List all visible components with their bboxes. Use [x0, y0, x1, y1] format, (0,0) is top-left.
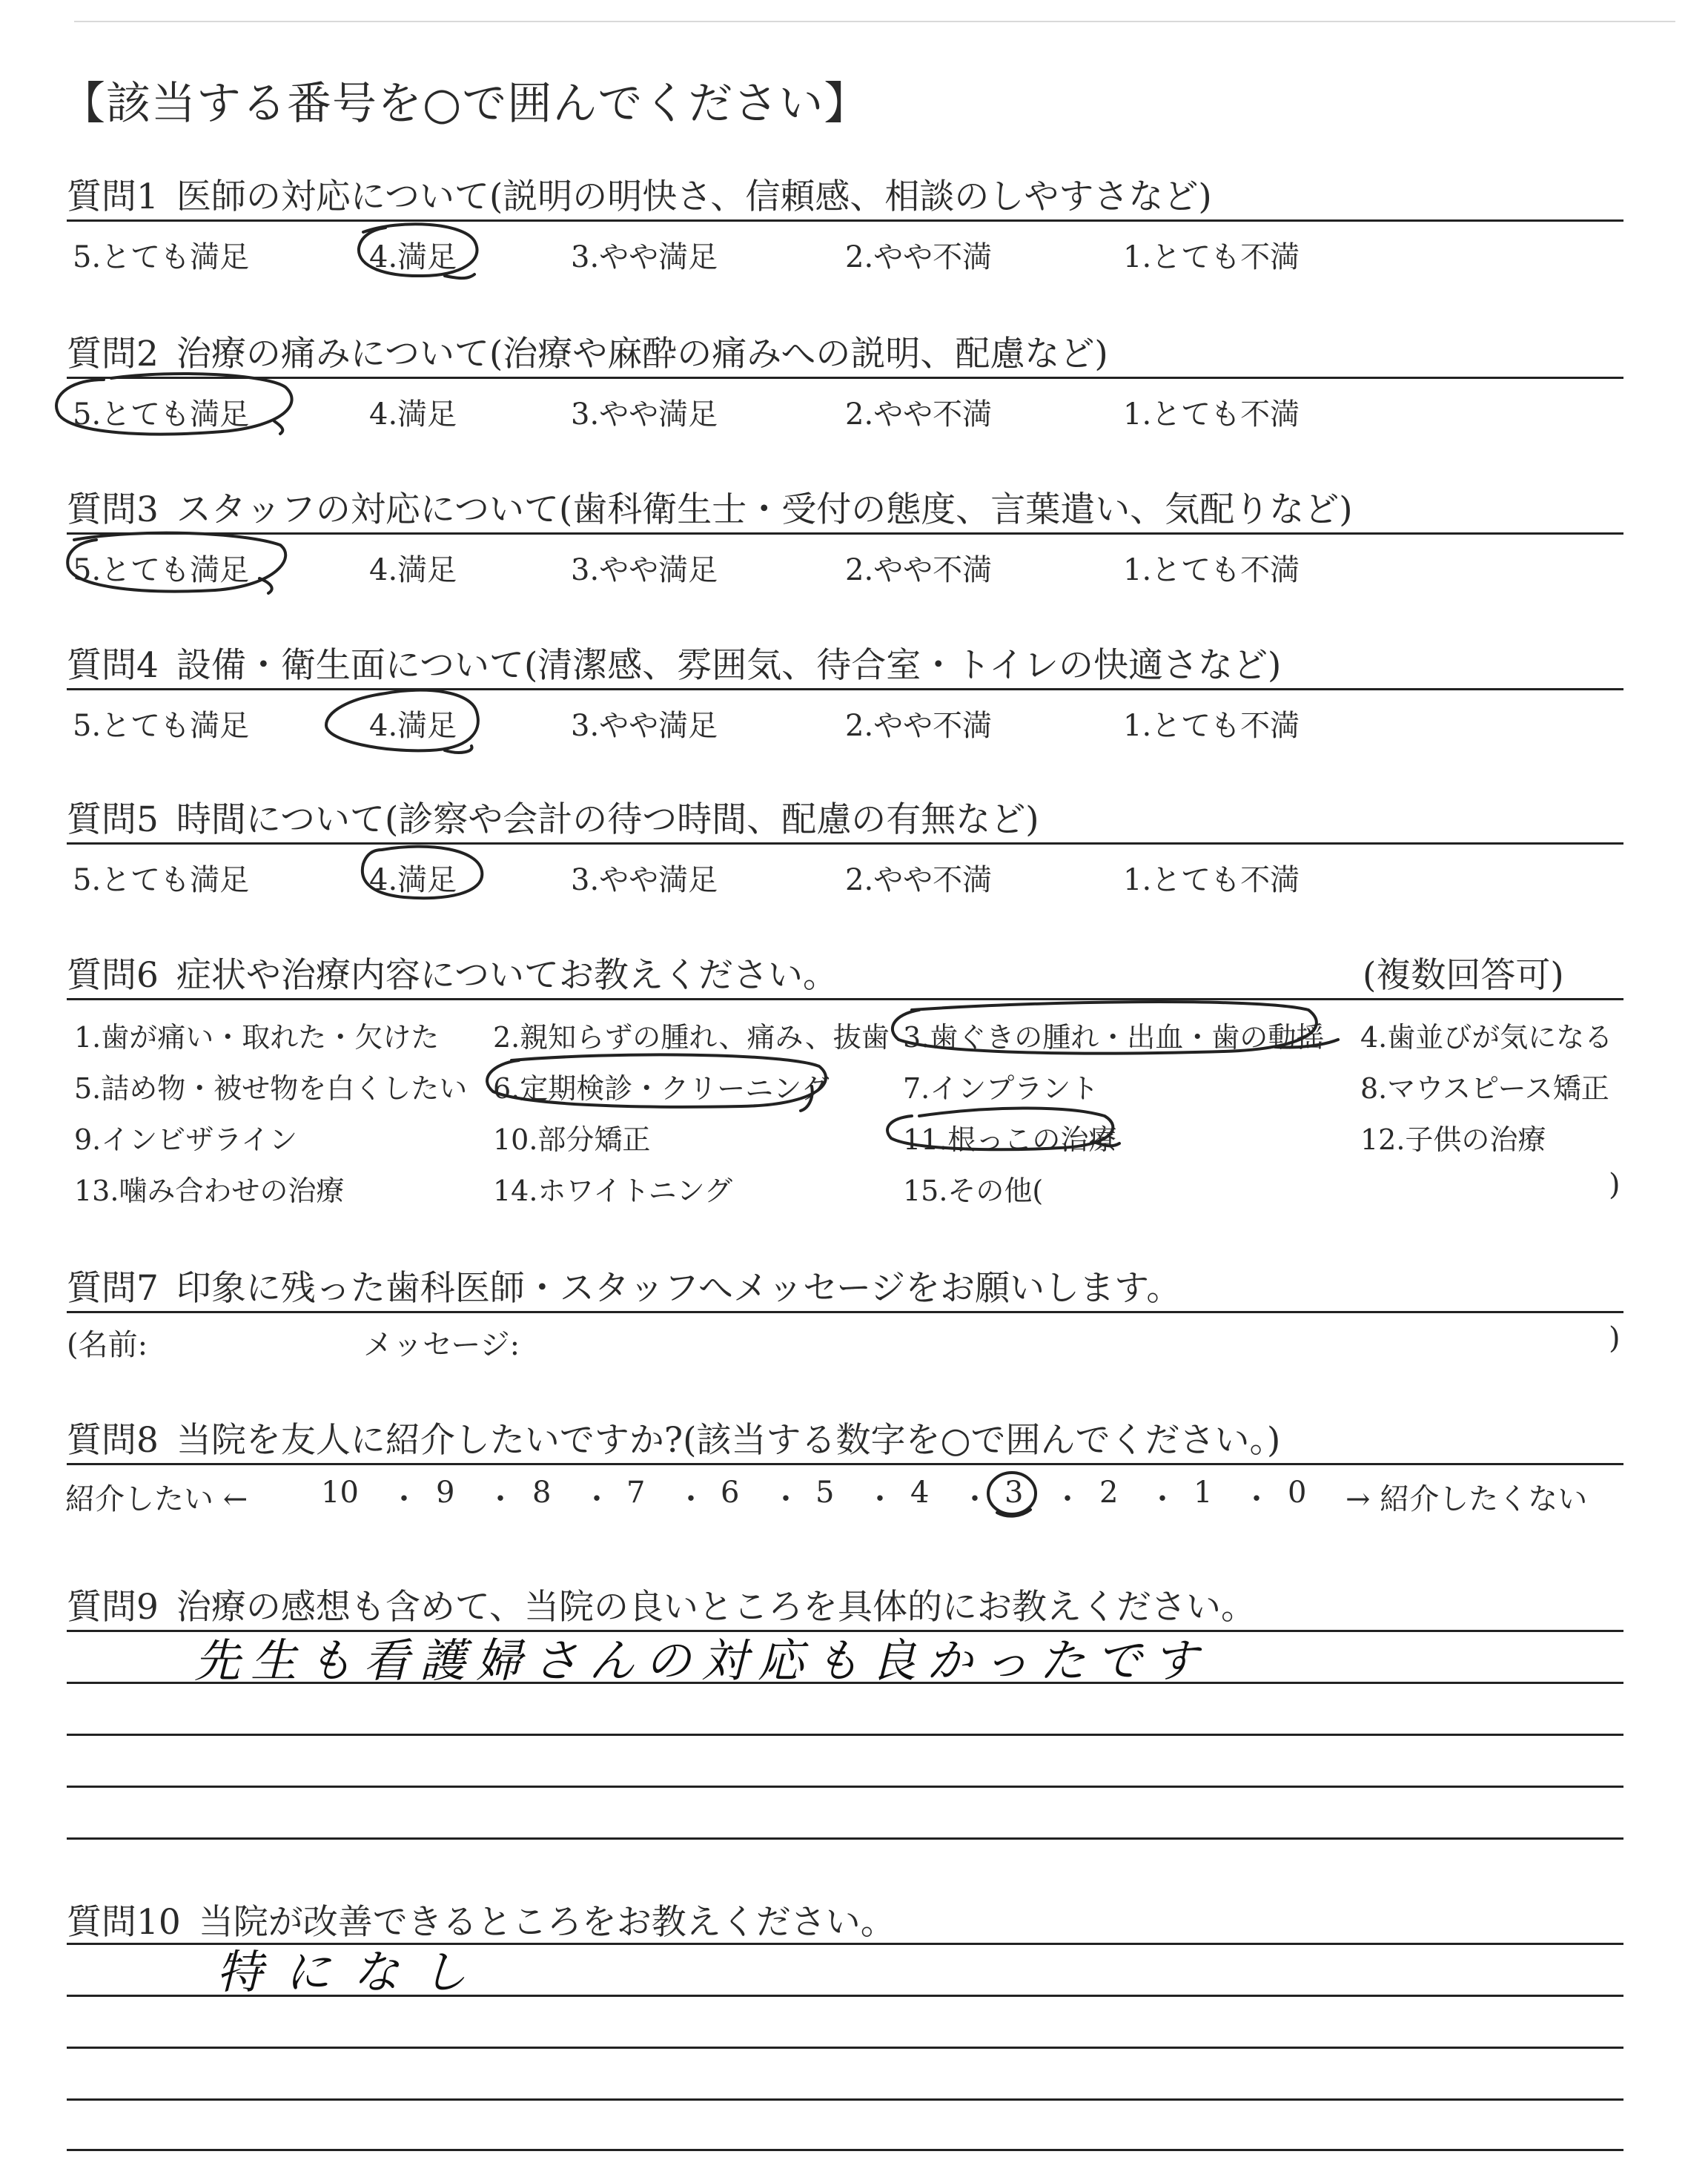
q2-option-1[interactable]: 1.とても不満	[1123, 397, 1300, 432]
question-text: 当院を友人に紹介したいですか?(該当する数字を○で囲んでください。)	[176, 1420, 1281, 1461]
question-number: 質問8	[67, 1420, 159, 1461]
recommend-score-6[interactable]: 6	[721, 1476, 740, 1510]
q6-option-3[interactable]: 3.歯ぐきの腫れ・出血・歯の動揺	[903, 1021, 1325, 1054]
question-text: 時間について(診察や会計の待つ時間、配慮の有無など)	[176, 799, 1039, 840]
q6-option-4[interactable]: 4.歯並びが気になる	[1360, 1021, 1613, 1054]
question-rule	[67, 219, 1623, 222]
question-text: 設備・衛生面について(清潔感、雰囲気、待合室・トイレの快適さなど)	[176, 645, 1282, 686]
scale-separator: ・	[389, 1482, 419, 1516]
question-text: スタッフの対応について(歯科衛生士・受付の態度、言葉遣い、気配りなど)	[176, 489, 1353, 530]
survey-header: 【該当する番号を○で囲んでください】	[61, 78, 870, 130]
question-rule	[67, 377, 1623, 379]
writing-line	[67, 1734, 1623, 1736]
recommend-right-label: → 紹介したくない	[1345, 1482, 1588, 1516]
recommend-score-4[interactable]: 4	[910, 1476, 930, 1510]
scale-separator: ・	[1148, 1482, 1177, 1516]
question-text: 当院が改善できるところをお教えください。	[198, 1902, 896, 1943]
writing-line	[67, 1786, 1623, 1788]
q3-option-4[interactable]: 4.満足	[369, 553, 457, 587]
question-rule	[67, 842, 1623, 845]
writing-line	[67, 2098, 1623, 2101]
q6-option-12[interactable]: 12.子供の治療	[1360, 1123, 1546, 1156]
question-6-title	[67, 948, 838, 997]
recommend-score-7[interactable]: 7	[626, 1476, 646, 1510]
q6-other-close-paren: )	[1609, 1168, 1621, 1202]
scale-separator: ・	[865, 1482, 895, 1516]
q3-option-2[interactable]: 2.やや不満	[845, 553, 993, 587]
q4-option-2[interactable]: 2.やや不満	[845, 709, 993, 743]
q3-option-3[interactable]: 3.やや満足	[571, 553, 718, 587]
q3-option-1[interactable]: 1.とても不満	[1123, 553, 1300, 587]
q5-option-1[interactable]: 1.とても不満	[1123, 863, 1300, 897]
recommend-score-0[interactable]: 0	[1288, 1476, 1307, 1510]
question-number: 質問4	[67, 645, 159, 686]
question-8-title	[67, 1413, 1280, 1462]
question-2-title	[67, 326, 1108, 376]
q5-option-4[interactable]: 4.満足	[369, 863, 457, 897]
writing-line	[67, 1837, 1623, 1840]
question-text: 治療の痛みについて(治療や麻酔の痛みへの説明、配慮など)	[176, 334, 1108, 374]
q6-option-7[interactable]: 7.インプラント	[903, 1072, 1099, 1105]
writing-line	[67, 2047, 1623, 2049]
question-number: 質問6	[67, 955, 159, 996]
scale-separator: ・	[1242, 1482, 1271, 1516]
writing-line	[67, 2149, 1623, 2151]
recommend-score-3[interactable]: 3	[1004, 1476, 1024, 1510]
q1-option-2[interactable]: 2.やや不満	[845, 240, 993, 274]
q6-option-9[interactable]: 9.インビザライン	[74, 1123, 298, 1156]
q9-handwritten-answer[interactable]: 先生も看護婦さんの対応も良かったです	[194, 1634, 1209, 1688]
q4-option-1[interactable]: 1.とても不満	[1123, 709, 1300, 743]
question-text: 治療の感想も含めて、当院の良いところを具体的にお教えください。	[176, 1587, 1256, 1628]
scale-separator: ・	[582, 1482, 612, 1516]
q6-option-1[interactable]: 1.歯が痛い・取れた・欠けた	[74, 1021, 440, 1054]
question-number: 質問2	[67, 334, 159, 374]
q10-handwritten-answer[interactable]: 特になし	[216, 1945, 490, 1999]
question-4-title	[67, 638, 1281, 687]
scale-separator: ・	[1053, 1482, 1082, 1516]
q6-option-10[interactable]: 10.部分矯正	[493, 1123, 651, 1156]
question-number: 質問7	[67, 1268, 159, 1309]
question-rule	[67, 1463, 1623, 1465]
question-number: 質問9	[67, 1587, 159, 1628]
top-divider	[74, 21, 1675, 22]
q5-option-3[interactable]: 3.やや満足	[571, 863, 718, 897]
recommend-score-5[interactable]: 5	[815, 1476, 835, 1510]
q2-option-2[interactable]: 2.やや不満	[845, 397, 993, 432]
recommend-left-label: 紹介したい ←	[65, 1482, 248, 1516]
q1-option-4[interactable]: 4.満足	[369, 240, 457, 274]
q6-option-5[interactable]: 5.詰め物・被せ物を白くしたい	[74, 1072, 468, 1105]
scale-separator: ・	[676, 1482, 706, 1516]
q6-option-15[interactable]: 15.その他(	[903, 1175, 1044, 1207]
question-text: 印象に残った歯科医師・スタッフへメッセージをお願いします。	[176, 1268, 1182, 1309]
q1-option-5[interactable]: 5.とても満足	[73, 240, 250, 274]
q2-option-3[interactable]: 3.やや満足	[571, 397, 718, 432]
scale-separator: ・	[486, 1482, 515, 1516]
question-rule	[67, 998, 1623, 1000]
question-1-title	[67, 169, 1212, 219]
q3-option-5[interactable]: 5.とても満足	[73, 553, 250, 587]
recommend-score-1[interactable]: 1	[1194, 1476, 1213, 1510]
name-label: (名前:	[67, 1328, 148, 1362]
recommend-score-8[interactable]: 8	[532, 1476, 552, 1510]
recommend-score-10[interactable]: 10	[321, 1476, 359, 1510]
q6-option-8[interactable]: 8.マウスピース矯正	[1360, 1072, 1609, 1105]
q4-option-4[interactable]: 4.満足	[369, 709, 457, 743]
q5-option-5[interactable]: 5.とても満足	[73, 863, 250, 897]
q6-option-6[interactable]: 6.定期検診・クリーニング	[493, 1072, 830, 1105]
q1-option-3[interactable]: 3.やや満足	[571, 240, 718, 274]
q6-option-14[interactable]: 14.ホワイトニング	[493, 1175, 733, 1207]
q6-option-13[interactable]: 13.噛み合わせの治療	[74, 1175, 345, 1207]
q4-option-5[interactable]: 5.とても満足	[73, 709, 250, 743]
message-label: メッセージ:	[363, 1328, 520, 1362]
question-9-title	[67, 1579, 1256, 1629]
question-text: 症状や治療内容についてお教えください。	[176, 955, 838, 996]
q5-option-2[interactable]: 2.やや不満	[845, 863, 993, 897]
recommend-score-9[interactable]: 9	[436, 1476, 455, 1510]
question-5-title	[67, 792, 1039, 842]
q8-score-3-circle-tail	[997, 1510, 1030, 1516]
question-text: 医師の対応について(説明の明快さ、信頼感、相談のしやすさなど)	[176, 176, 1212, 217]
recommend-score-2[interactable]: 2	[1099, 1476, 1119, 1510]
scale-separator: ・	[771, 1482, 801, 1516]
question-rule	[67, 688, 1623, 690]
scale-separator: ・	[960, 1482, 990, 1516]
question-rule	[67, 1311, 1623, 1313]
message-close-paren: )	[1609, 1321, 1621, 1355]
q2-option-5[interactable]: 5.とても満足	[73, 397, 250, 432]
question-7-title	[67, 1261, 1181, 1310]
question-number: 質問10	[67, 1902, 181, 1943]
question-number: 質問5	[67, 799, 159, 840]
q2-option-4[interactable]: 4.満足	[369, 397, 457, 432]
question-number: 質問3	[67, 489, 159, 530]
q1-option-1[interactable]: 1.とても不満	[1123, 240, 1300, 274]
multiple-answer-note: (複数回答可)	[1363, 955, 1564, 996]
q6-option-2[interactable]: 2.親知らずの腫れ、痛み、抜歯	[493, 1021, 890, 1054]
q6-option-11[interactable]: 11.根っこの治療	[903, 1123, 1117, 1156]
q4-option-3[interactable]: 3.やや満足	[571, 709, 718, 743]
question-3-title	[67, 482, 1353, 532]
question-number: 質問1	[67, 176, 159, 217]
question-rule	[67, 532, 1623, 535]
